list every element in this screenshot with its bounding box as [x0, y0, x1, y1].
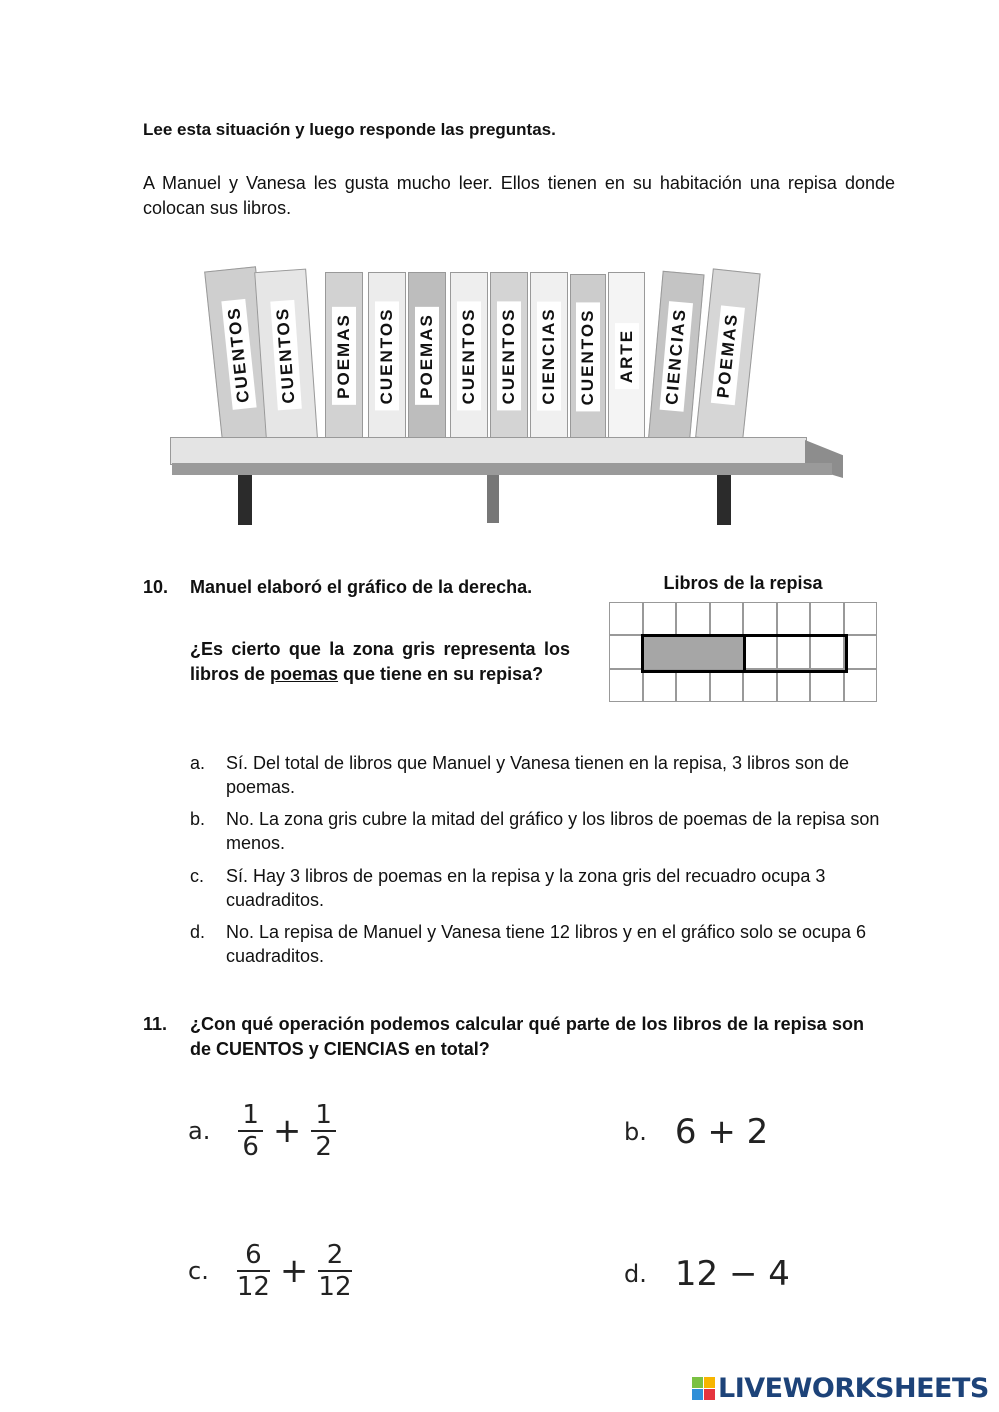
grid-cell — [676, 669, 710, 702]
book-cuentos: CUENTOS — [570, 274, 606, 440]
shelf-bracket — [487, 475, 499, 523]
chart-title: Libros de la repisa — [663, 573, 823, 593]
grid-cell — [710, 602, 744, 635]
book-poemas: POEMAS — [408, 272, 446, 440]
liveworksheets-logo: LIVEWORKSHEETS — [692, 1373, 989, 1404]
q11-number: 11. — [143, 1014, 168, 1034]
book-cuentos: CUENTOS — [490, 272, 528, 440]
q11-option-a[interactable]: a. $\frac{1}{6}$ + $\frac{1}{2}$ — [188, 1100, 336, 1162]
book-poemas: POEMAS — [325, 272, 363, 440]
q11-option-d[interactable]: d. 12 − 4 — [624, 1254, 790, 1294]
book-cuentos: CUENTOS — [204, 266, 274, 442]
book-cuentos: CUENTOS — [254, 269, 318, 442]
q10-text: Manuel elaboró el gráfico de la derecha. — [190, 577, 533, 597]
grid-cell — [743, 669, 777, 702]
grid-cell — [777, 602, 811, 635]
grid-cell — [810, 602, 844, 635]
q10-question: ¿Es cierto que la zona gris representa los libros de poemas que tiene en su repisa? — [190, 639, 570, 684]
fraction-grid — [609, 602, 877, 702]
fraction: $\frac{6}{12}$ — [236, 1240, 270, 1302]
q10-number: 10. — [143, 577, 169, 597]
shelf-board — [170, 437, 807, 465]
fraction: $\frac{1}{2}$ — [311, 1100, 336, 1162]
shelf-bracket — [238, 475, 252, 525]
q10-option-d[interactable]: d. No. La repisa de Manuel y Vanesa tiene 12 libros y en el gráfico solo se ocupa 6 cuadraditos. — [190, 922, 867, 966]
book-ciencias: CIENCIAS — [648, 271, 704, 442]
logo-badge-icon — [692, 1377, 715, 1400]
shelf-bracket — [717, 475, 731, 525]
q11-text: ¿Con qué operación podemos calcular qué parte de los libros de la repisa son de CUENTOS y CIENCIAS en total? — [190, 1014, 864, 1059]
highlighted-bar — [641, 634, 848, 673]
q11-option-b[interactable]: b. 6 + 2 — [624, 1112, 769, 1152]
grid-cell — [710, 669, 744, 702]
grid-cell — [643, 669, 677, 702]
q11-option-c[interactable]: c. $\frac{6}{12}$ + $\frac{2}{12}$ — [188, 1240, 352, 1302]
grid-cell — [844, 602, 878, 635]
grid-cell — [810, 669, 844, 702]
book-cuentos: CUENTOS — [450, 272, 488, 440]
grid-cell — [844, 669, 878, 702]
grid-cell — [676, 602, 710, 635]
q10-option-c[interactable]: c. Sí. Hay 3 libros de poemas en la repisa y la zona gris del recuadro ocupa 3 cuadraditos. — [190, 866, 826, 910]
grid-cell — [643, 602, 677, 635]
book-arte: ARTE — [608, 272, 645, 440]
grid-cell — [609, 669, 643, 702]
instruction: Lee esta situación y luego responde las preguntas. — [143, 120, 556, 139]
intro-paragraph: A Manuel y Vanesa les gusta mucho leer. Ellos tienen en su habitación una repisa donde colocan sus libros. — [143, 173, 895, 218]
grid-cell — [609, 602, 643, 635]
grid-cell — [777, 669, 811, 702]
q10-option-b[interactable]: b. No. La zona gris cubre la mitad del gráfico y los libros de poemas de la repisa son menos. — [190, 809, 880, 853]
fraction: $\frac{1}{6}$ — [238, 1100, 263, 1162]
book-cuentos: CUENTOS — [368, 272, 406, 440]
book-ciencias: CIENCIAS — [530, 272, 568, 440]
book-poemas: POEMAS — [695, 268, 761, 442]
grid-cell — [609, 635, 643, 668]
q10-option-a[interactable]: a. Sí. Del total de libros que Manuel y Vanesa tienen en la repisa, 3 libros son de poemas. — [190, 753, 850, 797]
grid-cell — [844, 635, 878, 668]
fraction: $\frac{2}{12}$ — [318, 1240, 352, 1302]
grid-cell — [743, 602, 777, 635]
